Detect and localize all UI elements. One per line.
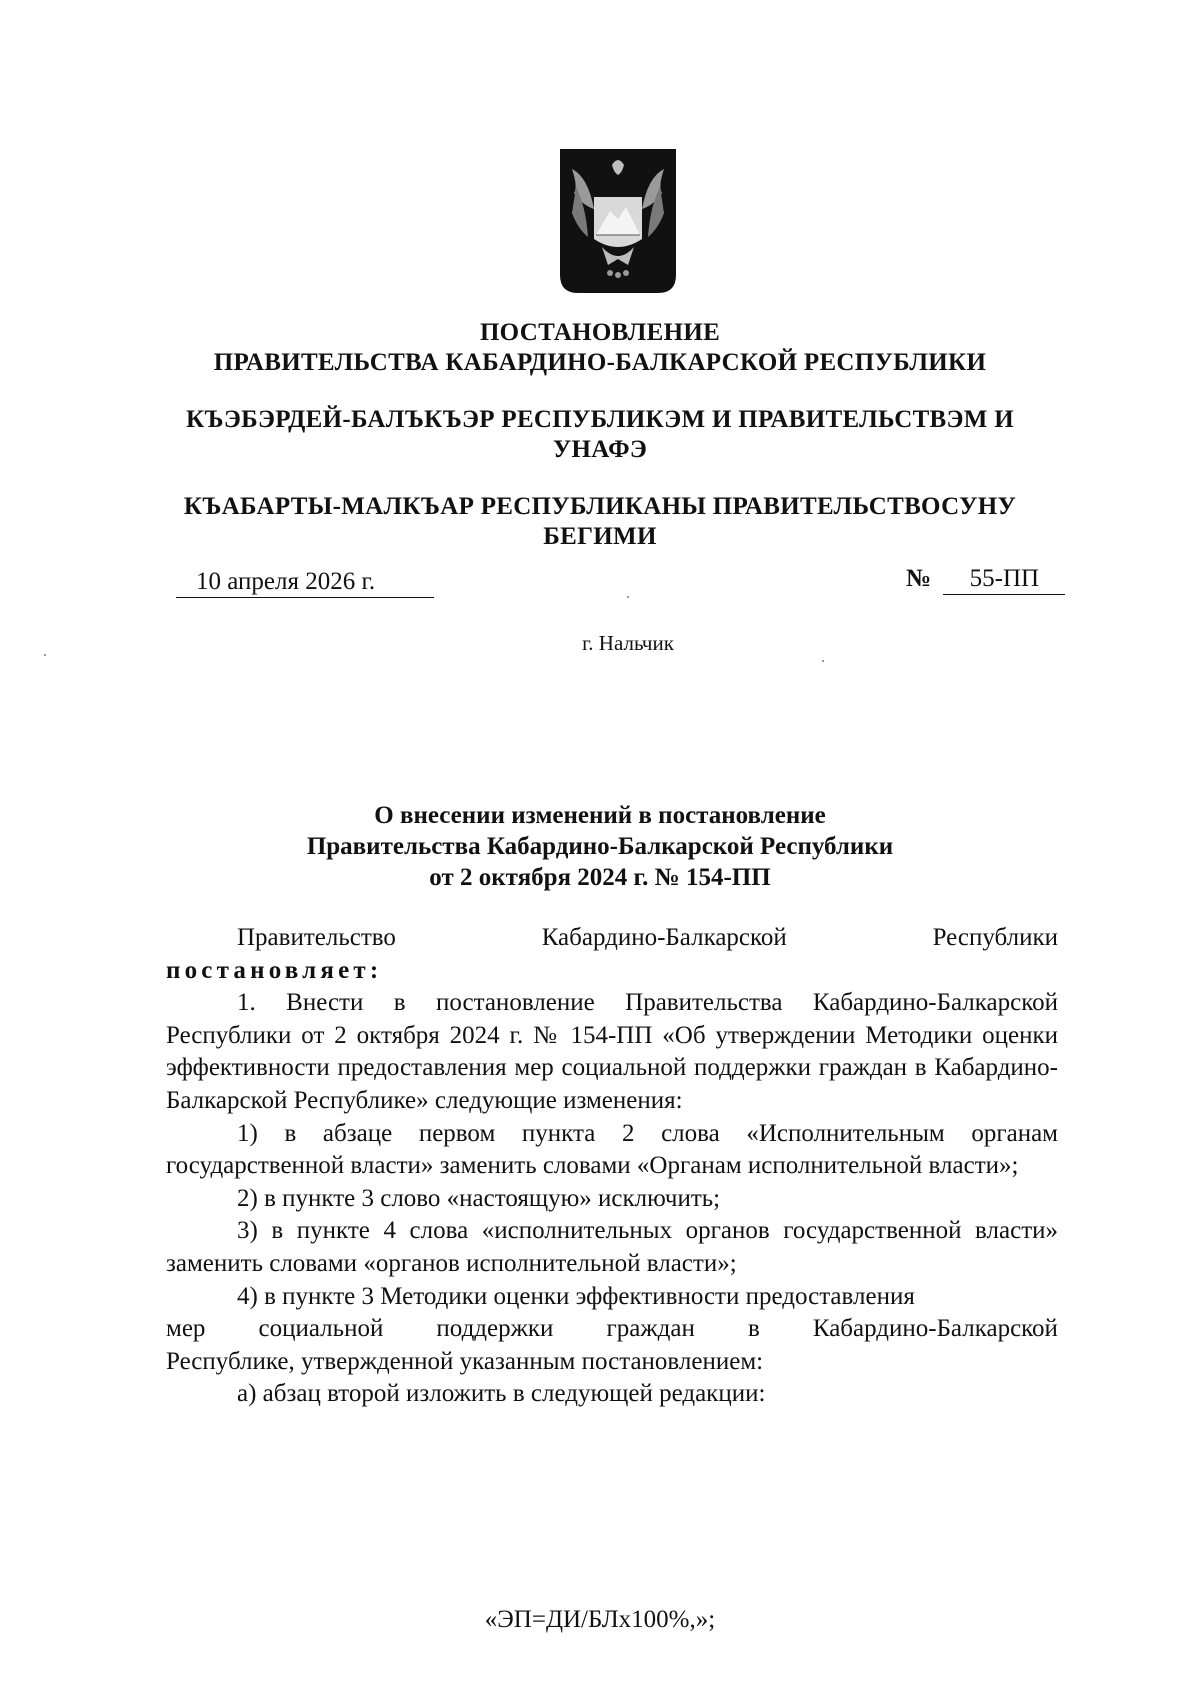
header-decree-label: ПОСТАНОВЛЕНИЕ	[479, 319, 721, 346]
header-kabardian-line2: УНАФЭ	[552, 436, 648, 463]
sub4-word6: Кабардино-Балкарской	[812, 1315, 1058, 1343]
header-balkar-line2: БЕГИМИ	[543, 523, 657, 550]
scan-speck	[822, 660, 824, 662]
decree-body	[166, 922, 1058, 1411]
header-russian	[150, 318, 1050, 378]
resolves-word: постановляет:	[166, 956, 383, 984]
sub4-word1: мер	[166, 1315, 206, 1343]
title-line2: Правительства Кабардино-Балкарской Республики	[306, 833, 894, 860]
city-name: г. Нальчик	[582, 631, 674, 655]
sub4-word5: в	[747, 1315, 760, 1343]
subitem-4-line2	[166, 1313, 1058, 1346]
intro-line	[166, 922, 1058, 955]
sub4-word2: социальной	[258, 1315, 384, 1343]
header-balkar-line1: КЪАБАРТЫ-МАЛКЪАР РЕСПУБЛИКАНЫ ПРАВИТЕЛЬСТВОСУНУ	[183, 493, 1017, 520]
number-sign: №	[906, 565, 932, 592]
subitem-4a: а) абзац второй изложить в следующей редакции:	[237, 1380, 766, 1408]
subitem-2: 2) в пункте 3 слово «настоящую» исключить;	[237, 1184, 721, 1212]
sub4-word4: граждан	[606, 1315, 695, 1343]
decree-number: 55-ПП	[943, 564, 1065, 595]
title-line1: О внесении изменений в постановление	[374, 802, 826, 829]
title-line3: от 2 октября 2024 г. № 154-ПП	[429, 864, 771, 891]
header-kabardian-line1: КЪЭБЭРДЕЙ-БАЛЪКЪЭР РЕСПУБЛИКЭМ И ПРАВИТЕЛЬСТВЭМ И	[186, 406, 1014, 433]
subitem-1: 1) в абзаце первом пункта 2 слова «Исполнительным органам государственной власти» заменить словами «Органам исполнительной власти»;	[166, 1119, 1058, 1180]
header-balkar	[150, 492, 1050, 552]
header-government-name: ПРАВИТЕЛЬСТВА КАБАРДИНО-БАЛКАРСКОЙ РЕСПУБЛИКИ	[213, 349, 987, 376]
intro-word-kbr: Кабардино-Балкарской	[541, 924, 787, 951]
scan-speck	[627, 596, 629, 598]
sub4-word3: поддержки	[436, 1315, 554, 1343]
intro-word-government: Правительство	[237, 924, 396, 951]
subitem-4-line3: Республике, утвержденной указанным постановлением:	[166, 1347, 764, 1375]
decree-date: 10 апреля 2026 г.	[176, 567, 434, 598]
decree-number-field	[906, 564, 1065, 595]
decree-title	[150, 800, 1050, 893]
item-1: 1. Внести в постановление Правительства Кабардино-Балкарской Республики от 2 октября 2024 г. № 154-ПП «Об утверждении Методики оценки эффективности предоставления мер социальной поддержки граждан в Кабардино-Балкарской Республике» следующие изменения:	[166, 989, 1058, 1114]
header-kabardian	[150, 405, 1050, 465]
intro-word-republic: Республики	[932, 924, 1058, 951]
formula: «ЭП=ДИ/БЛх100%,»;	[484, 1606, 716, 1633]
scan-speck	[44, 654, 46, 656]
subitem-3: 3) в пункте 4 слова «исполнительных органов государственной власти» заменить словами «органов исполнительной власти»;	[166, 1217, 1058, 1277]
subitem-4-line1: 4) в пункте 3 Методики оценки эффективности предоставления	[237, 1282, 915, 1310]
coat-of-arms-icon	[558, 147, 678, 295]
